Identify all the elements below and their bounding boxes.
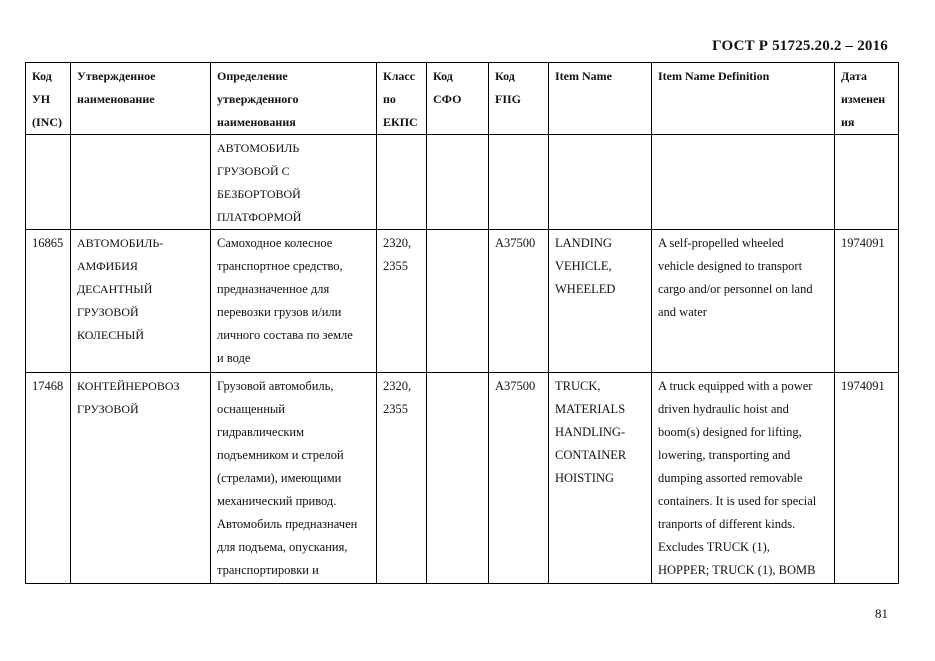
cell-line: перевозки грузов и/или [217, 305, 342, 319]
table-row [26, 373, 899, 584]
cell-line: A truck equipped with a power [658, 379, 813, 393]
cell-line: 2355 [383, 259, 408, 273]
cell-item-name [549, 373, 652, 584]
header-line: Код [495, 69, 515, 83]
cell-line: Excludes TRUCK (1), [658, 540, 770, 554]
page-number: 81 [875, 606, 888, 621]
cell-line: HOISTING [555, 471, 615, 485]
cell-line: 1974091 [841, 379, 885, 393]
table-row [26, 230, 899, 373]
header-line: FIIG [495, 92, 522, 106]
table-row [26, 135, 899, 230]
cell-definition [211, 373, 377, 584]
cell-line: гидравлическим [217, 425, 305, 439]
cell-line: A self-propelled wheeled [658, 236, 784, 250]
header-line: Дата [841, 69, 867, 83]
cell-line: ГРУЗОВОЙ [77, 402, 139, 416]
cell-line: 2320, [383, 379, 412, 393]
cell-line: containers. It is used for special [658, 494, 817, 508]
column-header-class-ekps [377, 63, 427, 135]
cell-line: ДЕСАНТНЫЙ [77, 282, 153, 296]
cell-line: vehicle designed to transport [658, 259, 803, 273]
header-line: утвержденного [217, 92, 299, 106]
header-line: Код [433, 69, 453, 83]
cell-line: подъемником и стрелой [217, 448, 344, 462]
cell-line: 1974091 [841, 236, 885, 250]
cell-line: Грузовой автомобиль, [217, 379, 334, 393]
cell-line: cargo and/or personnel on land [658, 282, 813, 296]
cell-line: транспортировки и [217, 563, 319, 577]
cell-item-name-definition [652, 230, 835, 373]
cell-line: БЕЗБОРТОВОЙ [217, 187, 301, 201]
cell-line: dumping assorted removable [658, 471, 803, 485]
cell-line: VEHICLE, [555, 259, 612, 273]
cell-line: driven hydraulic hoist and [658, 402, 789, 416]
cell-code-sfo [427, 135, 489, 230]
item-names-table [25, 62, 899, 584]
header-line: по [383, 92, 396, 106]
cell-line: WHEELED [555, 282, 616, 296]
cell-definition [211, 135, 377, 230]
cell-code-fiig [489, 230, 549, 373]
table-header-row [26, 63, 899, 135]
column-header-item-name [549, 63, 652, 135]
cell-line: механический привод. [217, 494, 337, 508]
cell-change-date [835, 135, 899, 230]
cell-line: ГРУЗОВОЙ [77, 305, 139, 319]
cell-line: LANDING [555, 236, 612, 250]
cell-line: 2320, [383, 236, 412, 250]
cell-line: 2355 [383, 402, 408, 416]
header-line: Класс [383, 69, 416, 83]
cell-line: boom(s) designed for lifting, [658, 425, 802, 439]
header-line: наименования [217, 115, 296, 129]
cell-code-inc [26, 373, 71, 584]
cell-line: (стрелами), имеющими [217, 471, 342, 485]
cell-line: HANDLING- [555, 425, 626, 439]
cell-line: 17468 [32, 379, 64, 393]
cell-line: личного состава по земле [217, 328, 353, 342]
cell-definition [211, 230, 377, 373]
cell-line: оснащенный [217, 402, 285, 416]
header-line: Определение [217, 69, 288, 83]
cell-line: 16865 [32, 236, 64, 250]
cell-line: АМФИБИЯ [77, 259, 138, 273]
header-line: Код [32, 69, 52, 83]
column-header-code-inc [26, 63, 71, 135]
cell-item-name-definition [652, 373, 835, 584]
header-line: Утвержденное [77, 69, 156, 83]
cell-code-inc [26, 135, 71, 230]
cell-code-inc [26, 230, 71, 373]
column-header-code-sfo [427, 63, 489, 135]
cell-item-name-definition [652, 135, 835, 230]
cell-line: TRUCK, [555, 379, 601, 393]
cell-line: MATERIALS [555, 402, 626, 416]
cell-line: HOPPER; TRUCK (1), BOMB [658, 563, 816, 577]
cell-approved-name [71, 135, 211, 230]
cell-change-date [835, 230, 899, 373]
column-header-item-name-definition [652, 63, 835, 135]
header-line: (INC) [32, 115, 62, 129]
header-line: Item Name Definition [658, 69, 770, 83]
cell-line: транспортное средство, [217, 259, 343, 273]
header-line: ЕКПС [383, 115, 418, 129]
column-header-code-fiig [489, 63, 549, 135]
document-title: ГОСТ Р 51725.20.2 – 2016 [712, 38, 888, 54]
cell-line: A37500 [495, 379, 536, 393]
header-line: наименование [77, 92, 155, 106]
header-line: УН [32, 92, 51, 106]
cell-line: lowering, transporting and [658, 448, 791, 462]
cell-class-ekps [377, 373, 427, 584]
cell-code-fiig [489, 373, 549, 584]
column-header-approved-name [71, 63, 211, 135]
cell-line: предназначенное для [217, 282, 330, 296]
cell-line: КОЛЕСНЫЙ [77, 328, 145, 342]
cell-line: для подъема, опускания, [217, 540, 348, 554]
cell-approved-name [71, 230, 211, 373]
column-header-definition [211, 63, 377, 135]
cell-line: Самоходное колесное [217, 236, 333, 250]
header-line: Item Name [555, 69, 612, 83]
cell-approved-name [71, 373, 211, 584]
header-line: СФО [433, 92, 462, 106]
cell-class-ekps [377, 135, 427, 230]
cell-line: ГРУЗОВОЙ С [217, 164, 290, 178]
cell-class-ekps [377, 230, 427, 373]
cell-change-date [835, 373, 899, 584]
cell-line: АВТОМОБИЛЬ- [77, 236, 164, 250]
header-line: ия [841, 115, 855, 129]
cell-line: tranports of different kinds. [658, 517, 796, 531]
cell-code-fiig [489, 135, 549, 230]
cell-line: Автомобиль предназначен [217, 517, 358, 531]
cell-code-sfo [427, 230, 489, 373]
cell-item-name [549, 230, 652, 373]
cell-line: CONTAINER [555, 448, 627, 462]
cell-item-name [549, 135, 652, 230]
cell-line: ПЛАТФОРМОЙ [217, 210, 302, 224]
cell-line: и воде [217, 351, 251, 365]
cell-line: and water [658, 305, 707, 319]
cell-line: КОНТЕЙНЕРОВОЗ [77, 379, 180, 393]
cell-line: A37500 [495, 236, 536, 250]
column-header-change-date [835, 63, 899, 135]
header-line: изменен [841, 92, 886, 106]
cell-code-sfo [427, 373, 489, 584]
cell-line: АВТОМОБИЛЬ [217, 141, 300, 155]
